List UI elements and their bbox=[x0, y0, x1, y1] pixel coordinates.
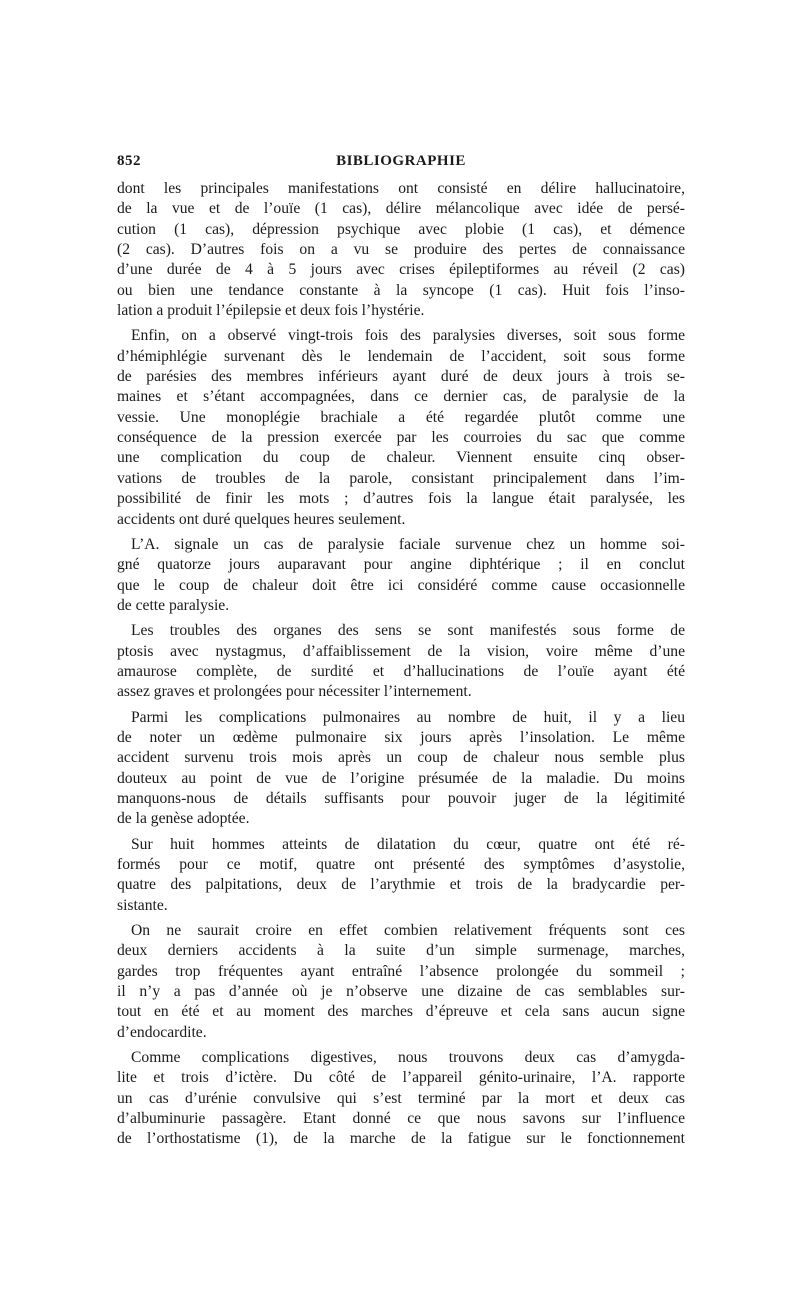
text-line: possibilité de finir les mots ; d’autres fois la langue était paralysée, les bbox=[117, 490, 685, 508]
paragraph bbox=[117, 708, 685, 830]
text-line: que le coup de chaleur doit être ici considéré comme cause occasionnelle bbox=[117, 576, 685, 594]
text-line: dont les principales manifestations ont consisté en délire hallucinatoire, bbox=[117, 180, 685, 197]
text-line: Les troubles des organes des sens se sont manifestés sous forme de bbox=[131, 622, 685, 640]
text-line: un cas d’urénie convulsive qui s’est terminé par la mort et deux cas bbox=[117, 1089, 685, 1107]
text-line: ou bien une tendance constante à la syncope (1 cas). Huit fois l’inso- bbox=[117, 281, 685, 299]
text-line: formés pour ce motif, quatre ont présenté des symptômes d’asystolie, bbox=[117, 856, 685, 873]
paragraph bbox=[117, 179, 685, 321]
text-line: de la genèse adoptée. bbox=[117, 810, 250, 828]
text-line: accidents ont duré quelques heures seulement. bbox=[117, 510, 406, 528]
text-line: vations de troubles de la parole, consistant principalement dans l’im- bbox=[117, 469, 685, 487]
text-line: Enfin, on a observé vingt-trois fois des paralysies diverses, soit sous forme bbox=[131, 327, 685, 345]
paragraph bbox=[117, 326, 685, 529]
text-line: assez graves et prolongées pour nécessiter l’internement. bbox=[117, 683, 472, 701]
text-line: On ne saurait croire en effet combien relativement fréquents sont ces bbox=[131, 922, 685, 940]
text-line: lite et trois d’ictère. Du côté de l’appareil génito-urinaire, l’A. rapporte bbox=[117, 1069, 685, 1087]
running-title: BIBLIOGRAPHIE bbox=[336, 153, 466, 169]
paragraph bbox=[117, 1048, 685, 1150]
text-line: vessie. Une monoplégie brachiale a été regardée plutôt comme une bbox=[117, 408, 685, 426]
text-line: d’albuminurie passagère. Etant donné ce que nous savons sur l’influence bbox=[117, 1110, 685, 1128]
text-line: Comme complications digestives, nous trouvons deux cas d’amygda- bbox=[131, 1049, 685, 1067]
paragraph bbox=[117, 835, 685, 916]
document-page bbox=[117, 153, 685, 1155]
text-line: d’hémiphlégie survenant dès le lendemain de l’accident, soit sous forme bbox=[117, 347, 685, 365]
paragraph bbox=[117, 535, 685, 616]
text-line: de noter un œdème pulmonaire six jours après l’insolation. Le même bbox=[117, 728, 685, 746]
body-text bbox=[117, 179, 685, 1150]
text-line: cution (1 cas), dépression psychique avec plobie (1 cas), et démence bbox=[117, 220, 685, 238]
text-line: lation a produit l’épilepsie et deux fois l’hystérie. bbox=[117, 302, 425, 320]
text-line: douteux au point de vue de l’origine présumée de la maladie. Du moins bbox=[117, 769, 685, 787]
paragraph bbox=[117, 621, 685, 702]
paragraph bbox=[117, 921, 685, 1043]
text-line: conséquence de la pression exercée par les courroies du sac que comme bbox=[117, 429, 685, 447]
text-line: (2 cas). D’autres fois on a vu se produire des pertes de connaissance bbox=[117, 241, 685, 259]
text-line: quatre des palpitations, deux de l’arythmie et trois de la bradycardie per- bbox=[117, 876, 685, 894]
text-line: amaurose complète, de surdité et d’hallucinations de l’ouïe ayant été bbox=[117, 662, 685, 680]
text-line: accident survenu trois mois après un coup de chaleur nous semble plus bbox=[117, 749, 685, 767]
text-line: de l’orthostatisme (1), de la marche de la fatigue sur le fonctionnement bbox=[117, 1130, 685, 1148]
text-line: il n’y a pas d’année où je n’observe une dizaine de cas semblables sur- bbox=[117, 983, 685, 1001]
text-line: de la vue et de l’ouïe (1 cas), délire mélancolique avec idée de persé- bbox=[117, 200, 685, 218]
text-line: L’A. signale un cas de paralysie faciale survenue chez un homme soi- bbox=[131, 535, 685, 553]
text-line: manquons-nous de détails suffisants pour pouvoir juger de la légitimité bbox=[117, 789, 685, 807]
text-line: deux derniers accidents à la suite d’un simple surmenage, marches, bbox=[117, 942, 685, 960]
text-line: une complication du coup de chaleur. Viennent ensuite cinq obser- bbox=[117, 449, 685, 467]
text-line: d’une durée de 4 à 5 jours avec crises épileptiformes au réveil (2 cas) bbox=[117, 261, 685, 279]
text-line: Parmi les complications pulmonaires au nombre de huit, il y a lieu bbox=[131, 708, 685, 726]
text-line: tout en été et au moment des marches d’épreuve et cela sans aucun signe bbox=[117, 1003, 685, 1021]
text-line: gardes trop fréquentes ayant entraîné l’absence prolongée du sommeil ; bbox=[117, 962, 685, 980]
text-line: de parésies des membres inférieurs ayant duré de deux jours à trois se- bbox=[117, 368, 685, 386]
running-header bbox=[117, 153, 685, 179]
text-line: ptosis avec nystagmus, d’affaiblissement de la vision, voire même d’une bbox=[117, 642, 685, 660]
text-line: maines et s’étant accompagnées, dans ce dernier cas, de paralysie de la bbox=[117, 388, 685, 406]
text-line: de cette paralysie. bbox=[117, 596, 230, 614]
page-number: 852 bbox=[117, 153, 141, 169]
text-line: gné quatorze jours auparavant pour angine diphtérique ; il en conclut bbox=[117, 556, 685, 574]
text-line: sistante. bbox=[117, 896, 168, 914]
text-line: Sur huit hommes atteints de dilatation du cœur, quatre ont été ré- bbox=[131, 835, 685, 853]
text-line: d’endocardite. bbox=[117, 1023, 207, 1041]
